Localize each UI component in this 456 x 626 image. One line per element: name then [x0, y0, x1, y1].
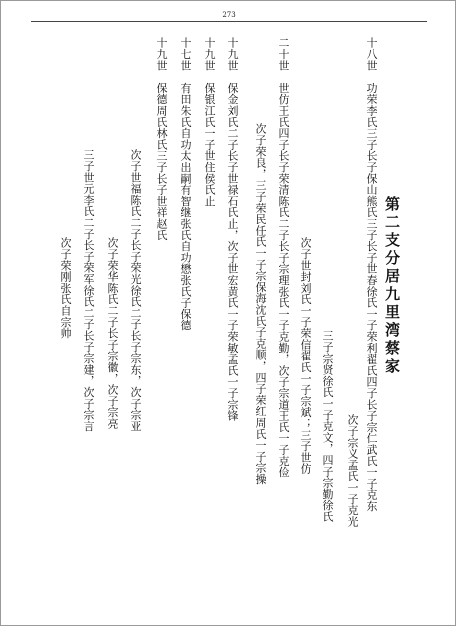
text-column: 次子世封刘氏一子荣信翟氏一子宗斌；三子世仿 [299, 237, 312, 475]
text-column: 次子宗义孟氏一子克光 [346, 414, 359, 527]
text-column: 次子荣刚张氏自宗帅 [59, 237, 72, 339]
text-column: 十九世 保银江氏一子世住侯氏止 [203, 37, 216, 207]
text-column: 十九世 保德周氏林氏三子长子世祥赵氏 [155, 37, 168, 241]
text-column: 十七世 有田朱氏自功太出嗣有智继张氏自功懋张氏子保德 [179, 37, 192, 331]
text-column: 十九世 保金刘氏二子长子世禄石氏止，次子世宏黄氏一子荣敏孟氏一子宗锋 [226, 37, 239, 422]
header-rule [31, 21, 427, 22]
text-column: 三子世元李氏二子长子荣军徐氏二子长子宗建，次子宗言 [82, 149, 95, 432]
text-column: 十八世 功荣李氏三子长子保山熊氏三子长子世春徐氏一子荣利翟氏四子长子宗仁武氏一子克东 [365, 37, 378, 512]
page-number: 273 [222, 11, 236, 19]
text-column: 次子荣华陈氏二子长子宗徽，次子宗亮 [106, 237, 119, 430]
text-column: 三子宗贤徐氏一子克文，四子宗勤徐氏 [321, 330, 334, 523]
text-column: 次子世福陈氏二子长子荣光徐氏二子长子宗东，次子宗亚 [129, 149, 142, 432]
document-title: 第二支分居九里湾蔡家 [383, 196, 401, 376]
text-column: 次子荣良，三子荣民任氏一子宗保海沈氏子克顺，四子荣红周氏一子宗操 [254, 123, 267, 485]
text-column: 二十世 世仿王氏四子长子荣清陈氏二子长子宗理张氏一子克勤，次子宗道王氏一子克俭 [277, 37, 290, 478]
